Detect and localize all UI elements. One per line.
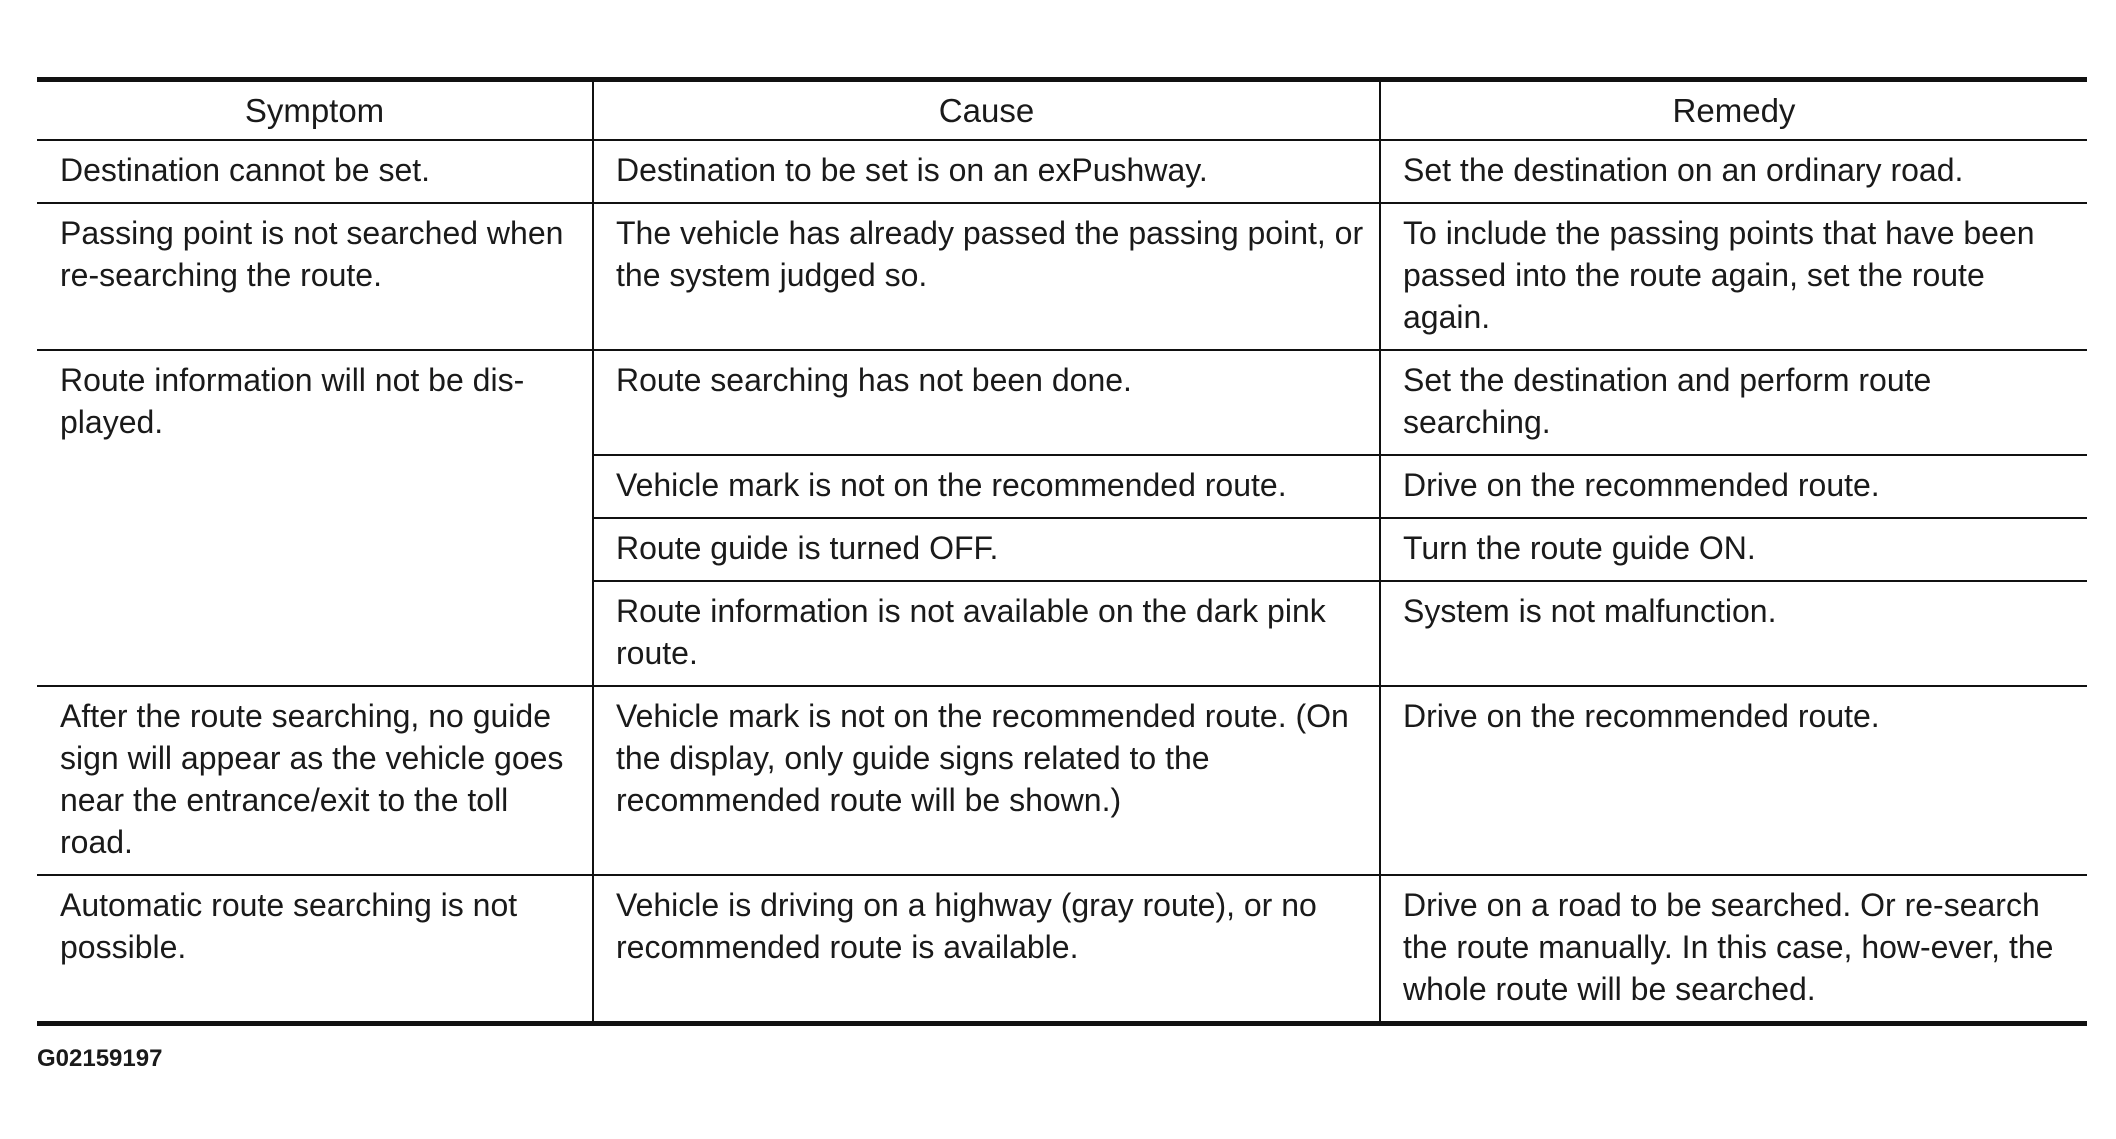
cause-cell: The vehicle has already passed the passing point, or the system judged so. <box>593 203 1380 350</box>
symptom-cell: Passing point is not searched when re-searching the route. <box>37 203 593 350</box>
remedy-cell: Set the destination and perform route searching. <box>1380 350 2087 455</box>
cause-cell: Destination to be set is on an exPushway. <box>593 140 1380 203</box>
figure-id: G02159197 <box>37 1045 163 1072</box>
remedy-cell: Turn the route guide ON. <box>1380 518 2087 581</box>
header-row <box>37 80 2087 141</box>
remedy-cell: System is not malfunction. <box>1380 581 2087 686</box>
symptom-cell: Automatic route searching is not possible. <box>60 887 518 965</box>
symptom-cell: Destination cannot be set. <box>37 140 593 203</box>
symptom-cell: Route information will not be dis-played. <box>37 350 593 686</box>
header-symptom: Symptom <box>37 80 593 141</box>
header-cause: Cause <box>593 80 1380 141</box>
remedy-cell: Set the destination on an ordinary road. <box>1380 140 2087 203</box>
cause-cell: Route information is not available on the dark pink route. <box>593 581 1380 686</box>
remedy-cell: To include the passing points that have been passed into the route again, set the route again. <box>1380 203 2087 350</box>
cause-cell: Route guide is turned OFF. <box>593 518 1380 581</box>
symptom-cell: After the route searching, no guide sign will appear as the vehicle goes near the entrance/exit to the toll road. <box>37 686 593 875</box>
table-row <box>37 686 2087 875</box>
remedy-cell: Drive on the recommended route. <box>1380 455 2087 518</box>
table-row <box>37 140 2087 203</box>
cause-cell: Route searching has not been done. <box>593 350 1380 455</box>
remedy-cell: Drive on the recommended route. <box>1380 686 2087 875</box>
remedy-cell: Drive on a road to be searched. Or re-search the route manually. In this case, how-ever, the whole route will be searched. <box>1380 875 2087 1024</box>
cause-cell: Vehicle mark is not on the recommended route. (On the display, only guide signs related to the recommended route will be shown.) <box>593 686 1380 875</box>
cause-cell: Vehicle mark is not on the recommended route. <box>593 455 1380 518</box>
cause-cell: Vehicle is driving on a highway (gray route), or no recommended route is available. <box>593 875 1380 1024</box>
table-row <box>37 350 2087 455</box>
troubleshooting-table <box>37 77 2087 1026</box>
header-remedy: Remedy <box>1380 80 2087 141</box>
table-row <box>37 875 2087 1024</box>
table-row <box>37 203 2087 350</box>
